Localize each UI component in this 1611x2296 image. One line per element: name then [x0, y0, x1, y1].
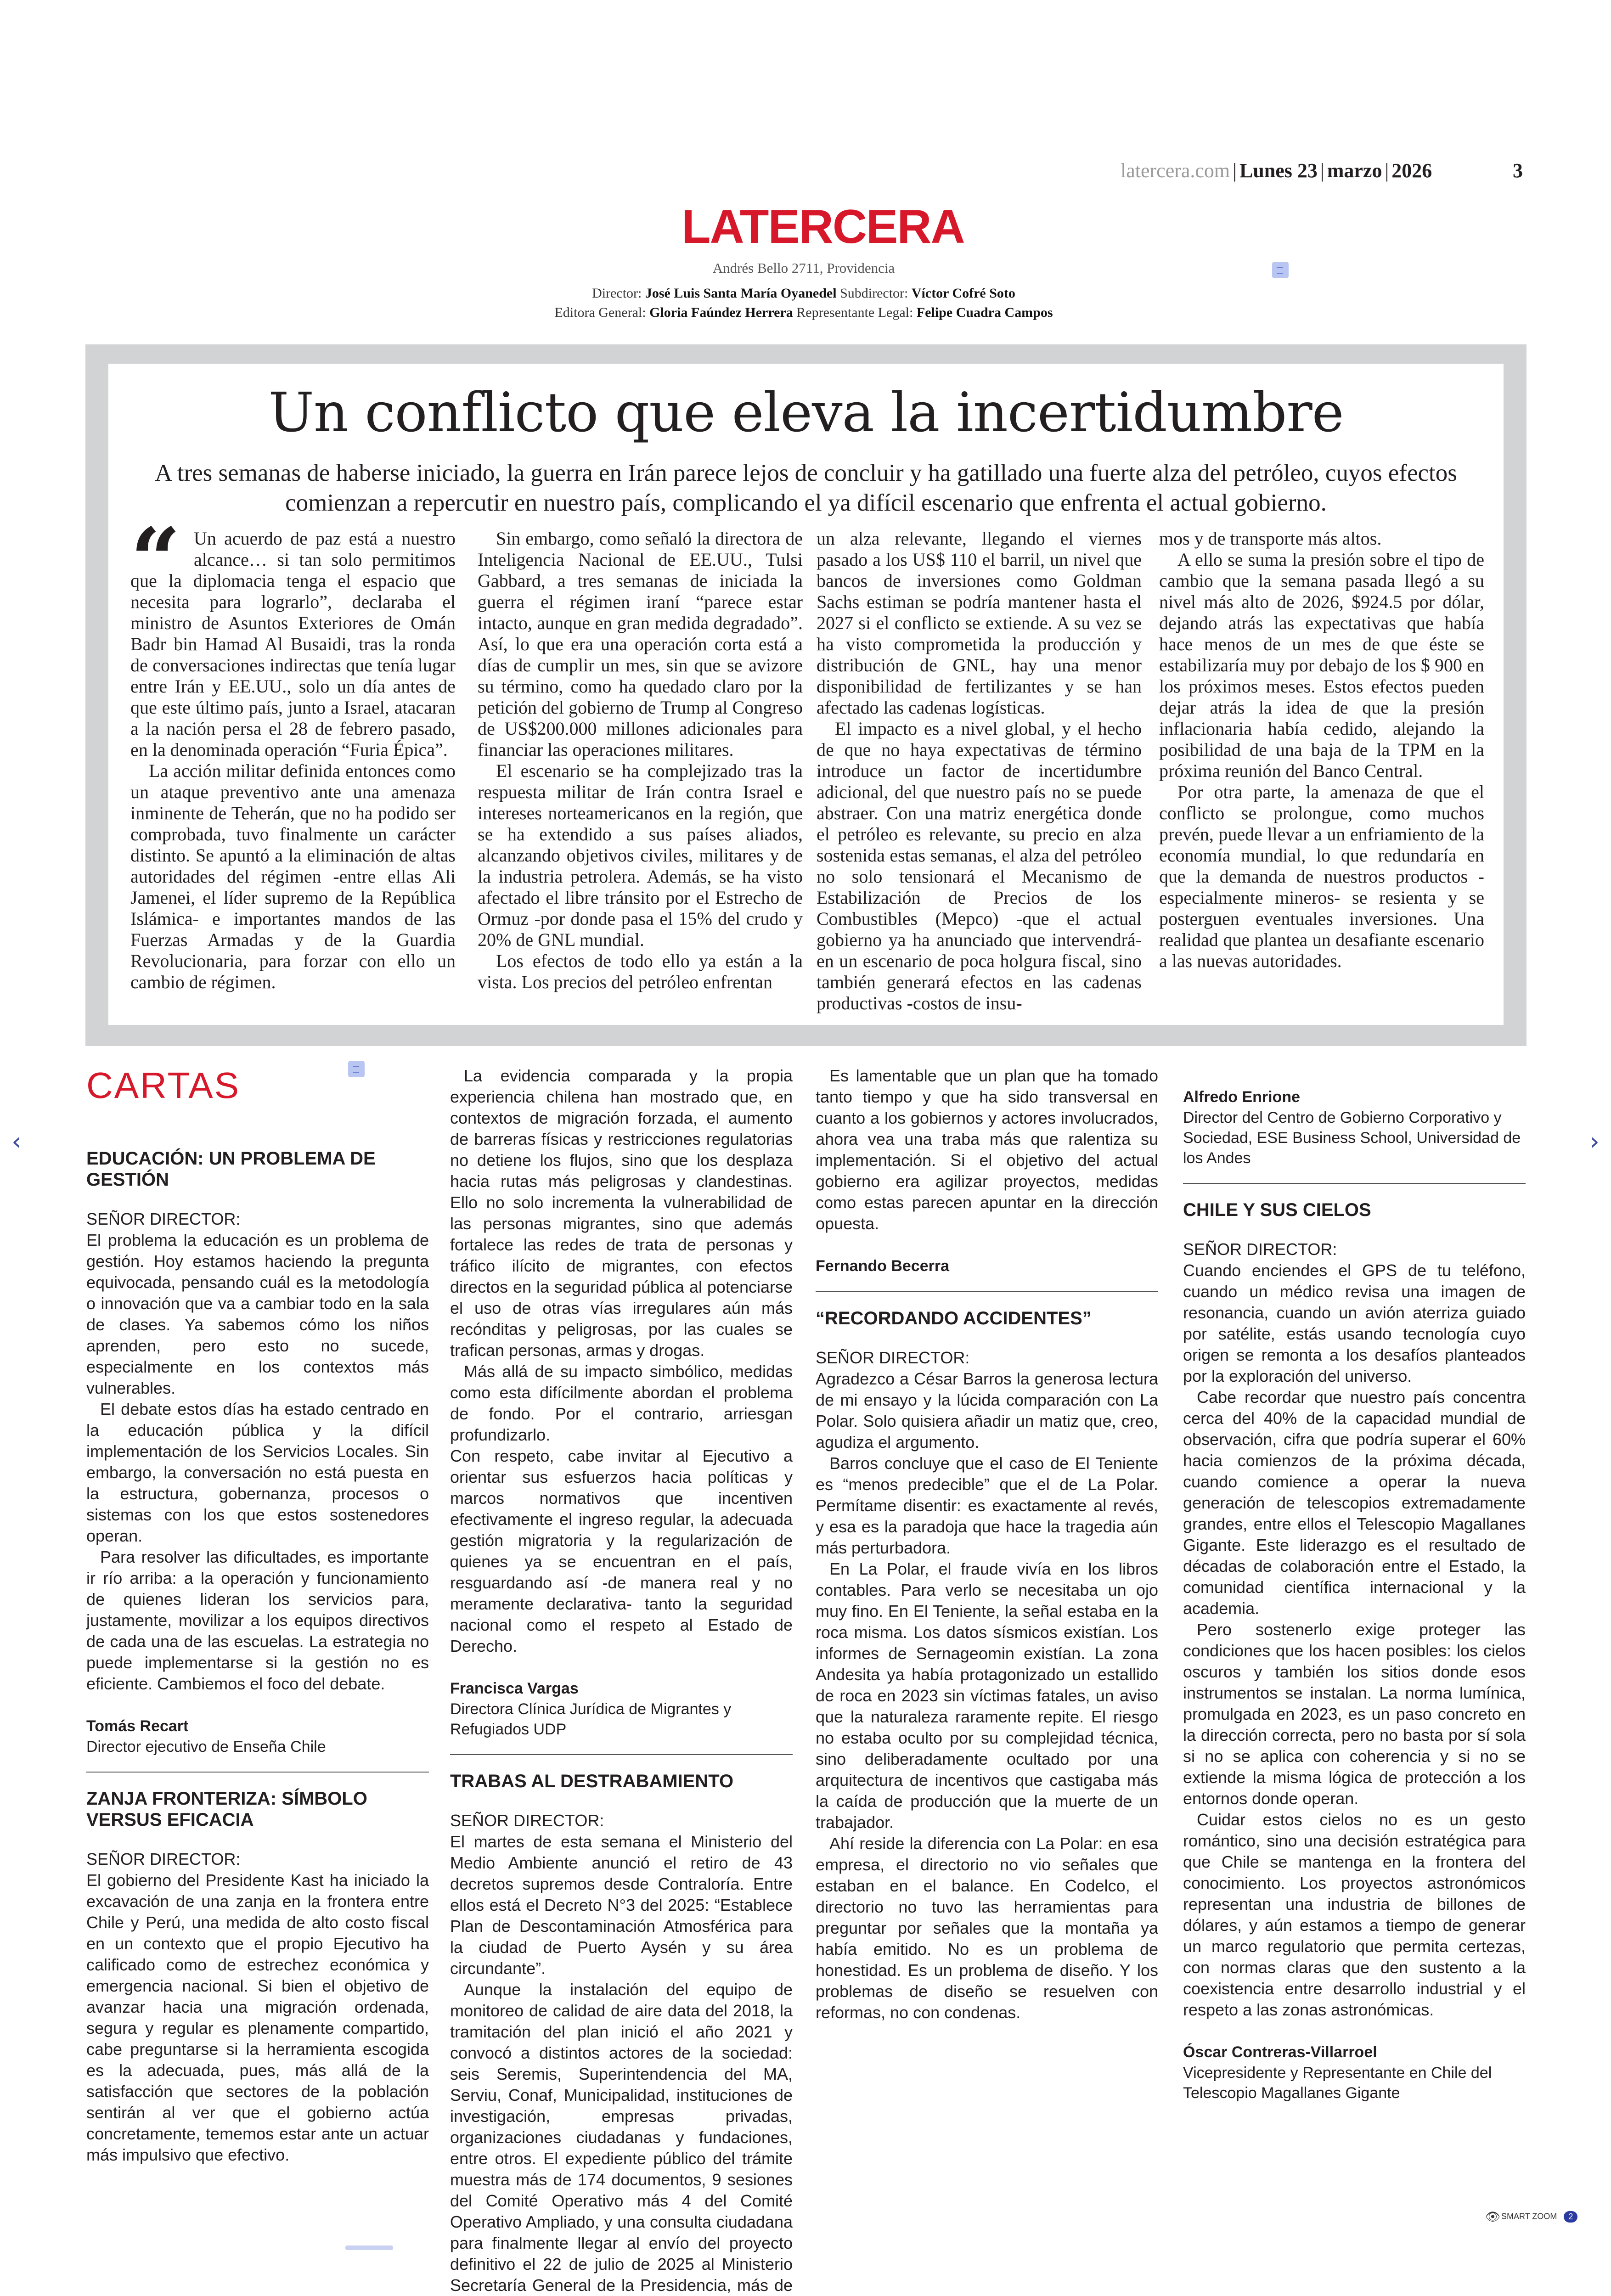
editorial-paragraph: Los efectos de todo ello ya están a la vista. Los precios del petróleo enfrentan — [478, 951, 803, 992]
letter-paragraph: La evidencia comparada y la propia experiencia chilena han mostrado que, en contextos de migración forzada, el aumento de barreras físicas y restricciones regulatorias no detiene los flujos, sino que los desplaza hacia rutas más peligrosas y clandestinas. Ello no solo incrementa la vulnerabilidad de las personas migrantes, sino que además fortalece las redes de trata de personas y tráfico ilícito de migrantes, con efectos directos en la seguridad pública al potenciarse el uso de otras vías irregulares aún más recónditas y peligrosas, por las cuales se trafican personas, armas y drogas. — [450, 1066, 793, 1360]
representante-name: Felipe Cuadra Campos — [916, 305, 1053, 320]
letter-signature: Fernando Becerra — [816, 1257, 949, 1275]
smart-zoom-control[interactable] — [1485, 2210, 1577, 2224]
letter-paragraph: Cabe recordar que nuestro país concentra cerca del 40% de la capacidad mundial de observación, cifra que podría superar el 60% hacia comienzos de la próxima década, cuando comience a operar la nueva generación de telescopios extremadamente grandes, entre ellos el Telescopio Magallanes Gigante. Este liderazgo es el resultado de décadas de colaboración entre el Estado, la comunidad científica internacional y la academia. — [1183, 1388, 1526, 1618]
editorial-column-3 — [817, 528, 1142, 1015]
letter-role: Directora Clínica Jurídica de Migrantes y Refugiados UDP — [450, 1700, 732, 1738]
letter-salute: SEÑOR DIRECTOR: — [816, 1348, 970, 1367]
folio-day: Lunes 23 — [1239, 159, 1318, 182]
letter-signature: Óscar Contreras-Villarroel — [1183, 2043, 1377, 2061]
letter-paragraph: Aunque la instalación del equipo de monitoreo de calidad de aire data del 2018, la tramitación del plan inició el año 2021 y convocó a distintos actores de la sociedad: seis Seremis, Superintendencia del MA, Serviu, Conaf, Municipalidad, instituciones de investigación, empresas privadas, organizaciones ciudadanas y fundaciones, entre otros. El expediente público del trámite muestra más de 174 documentos, 9 sesiones del Comité Operativo más 4 del Comité Operativo Ampliado, y una consulta ciudadana para finalmente llegar al envío del proyecto definitivo el 22 de julio de 2025 al Ministerio Secretaría General de la Presidencia, más de — [450, 1980, 793, 2295]
letter-divider — [816, 1291, 1158, 1292]
folio-month: marzo — [1327, 159, 1382, 182]
folio-year: 2026 — [1391, 159, 1432, 182]
site-url[interactable]: latercera.com — [1121, 159, 1230, 182]
cartas-column-3 — [816, 1065, 1158, 2023]
letter-headline: “RECORDANDO ACCIDENTES” — [816, 1308, 1092, 1328]
letter-paragraph: Barros concluye que el caso de El Teniente es “menos predecible” que el de La Polar. Permítame disentir: es exactamente al revés, y esa es la paradoja que hace la tragedia aún más perturbadora. — [816, 1454, 1158, 1557]
smart-zoom-badge: 2 — [1564, 2211, 1577, 2223]
letter-salute: SEÑOR DIRECTOR: — [86, 1850, 241, 1868]
letter-signature: Tomás Recart — [86, 1717, 189, 1735]
subdirector-label: Subdirector: — [840, 286, 908, 301]
editorial-column-2 — [478, 528, 803, 1015]
smart-zoom-label: SMART ZOOM — [1501, 2212, 1557, 2221]
letter-paragraph: El martes de esta semana el Ministerio del Medio Ambiente anunció el retiro de 43 decretos supremos desde Contraloría. Entre ellos está el Decreto N°3 del 2025: “Establece Plan de Descontaminación Atmosférica para la ciudad de Puerto Aysén y su área circundante”. — [450, 1832, 793, 1978]
cartas-section-title: CARTAS — [86, 1065, 241, 1106]
representante-label: Representante Legal: — [796, 305, 913, 320]
masthead-address: Andrés Bello 2711, Providencia — [712, 260, 895, 276]
letter-paragraph: Cuando enciendes el GPS de tu teléfono, cuando un médico revisa una imagen de resonancia, cuando un avión aterriza guiado por satélite, estás usando tecnología cuyo origen se remonta a los desafíos planteados por la exploración del universo. — [1183, 1261, 1526, 1385]
letter-paragraph: En La Polar, el fraude vivía en los libros contables. Para verlo se necesitaba un ojo muy fino. En El Teniente, la señal estaba en la roca misma. Los datos sísmicos existían. Los informes de Sernageomin existían. La zona Andesita ya había protagonizado un estallido de roca en 2023 sin víctimas fatales, un aviso que la naturaleza raramente repite. El riesgo no estaba oculto por su complejidad técnica, sino deliberadamente ocultado por una arquitectura de incentivos que castigaba más la caída de producción que la muerte de un trabajador. — [816, 1559, 1158, 1832]
editorial-title: Un conflicto que eleva la incertidumbre — [268, 381, 1344, 444]
masthead-line-1 — [413, 286, 1194, 301]
letter-role: Director del Centro de Gobierno Corporativo y Sociedad, ESE Business School, Universidad de los Andes — [1183, 1109, 1521, 1167]
editorial-paragraph: A ello se suma la presión sobre el tipo de cambio que la semana pasada llegó a su nivel más alto de 2026, $924.5 por dólar, dejando atrás las expectativas que había hace menos de un mes de que éste se estabilizaría muy por debajo de los $ 900 en los próximos meses. Estos efectos pueden dejar atrás la idea de que la presión inflacionaria había cedido, alejando la posibilidad de una baja de la TPM en la próxima reunión del Banco Central. — [1159, 549, 1484, 781]
letter-paragraph: Agradezco a César Barros la generosa lectura de mi ensayo y la lúcida comparación con La Polar. Solo quisiera añadir un matiz que, creo, agudiza el argumento. — [816, 1369, 1158, 1452]
letter-signature: Francisca Vargas — [450, 1680, 579, 1697]
letter-salute: SEÑOR DIRECTOR: — [86, 1210, 241, 1228]
editorial-paragraph: mos y de transporte más altos. — [1159, 528, 1382, 549]
letter-headline: TRABAS AL DESTRABAMIENTO — [450, 1771, 734, 1791]
editorial-paragraph: un alza relevante, llegando el viernes pasado a los US$ 110 el barril, un nivel que bancos de inversiones como Goldman Sachs estiman se podría mantener hasta el 2027 si el conflicto se extiende. A su vez se ha visto comprometida la producción y distribución de GNL, hay una menor disponibilidad de fertilizantes y se han afectado las cadenas logísticas. — [817, 528, 1142, 718]
letter-divider — [450, 1754, 793, 1755]
editorial-paragraph: La acción militar definida entonces como un ataque preventivo ante una amenaza inminente de Teherán, que no ha podido ser comprobada, tuvo finalmente un carácter distinto. Se apuntó a la eliminación de altas autoridades del régimen -entre ellas Ali Jamenei, el líder supremo de la República Islámica- e importantes mandos de las Fuerzas Armadas y de la Guardia Revolucionaria, para forzar con ello un cambio de régimen. — [130, 760, 456, 992]
subdirector-name: Víctor Cofré Soto — [911, 286, 1015, 301]
eye-icon: 👁 — [1485, 2210, 1501, 2223]
letter-paragraph: Es lamentable que un plan que ha tomado tanto tiempo y que ha sido transversal en cuanto a los gobiernos y actores involucrados, ahora vea una traba más que ralentiza su implementación. Si el objetivo del actual gobierno era agilizar proyectos, medidas como estas parecen apuntar en la dirección opuesta. — [816, 1066, 1158, 1233]
folio-line: latercera.com | Lunes 23 | marzo | 2026 — [1121, 159, 1432, 182]
editorial-paragraph: Un acuerdo de paz está a nuestro alcance… si tan solo permitimos que la diplomacia tenga el espacio que necesita para lograrlo”, declaraba el ministro de Asuntos Exteriores de Omán Badr bin Hamad Al Busaidi, tras la ronda de conversaciones indirectas que tenía lugar entre Irán y EE.UU., solo un día antes de que este último país, junto a Israel, atacaran a la nación persa el 28 de febrero pasado, en la denominada operación “Furia Épica”. — [130, 528, 456, 760]
letter-divider — [1183, 1183, 1526, 1184]
newspaper-logo: LATERCERA — [682, 200, 964, 253]
cartas-column-1 — [86, 1148, 429, 2166]
letter-headline: EDUCACIÓN: UN PROBLEMA DE GESTIÓN — [86, 1148, 376, 1190]
letter-paragraph: Cuidar estos cielos no es un gesto romántico, sino una decisión estratégica para que Chile se mantenga en la frontera del conocimiento. Los proyectos astronómicos representan una industria de billones de dólares, y aún estamos a tiempo de generar un marco regulatorio que permita certezas, con normas claras que den sustento a la coexistencia entre desarrollo industrial y el respeto a las zonas astronómicas. — [1183, 1810, 1526, 2019]
letter-headline: ZANJA FRONTERIZA: SÍMBOLO VERSUS EFICACIA — [86, 1789, 367, 1830]
editorial-paragraph: El escenario se ha complejizado tras la respuesta militar de Irán contra Israel e intereses norteamericanos en la región, que se ha extendido a sus países aliados, alcanzando objetivos civiles, militares y de la industria petrolera. Además, se ha visto afectado el libre tránsito por el Estrecho de Ormuz -por donde pasa el 15% del crudo y 20% de GNL mundial. — [478, 760, 803, 950]
director-label: Director: — [592, 286, 642, 301]
bookmark-icon[interactable] — [1272, 262, 1289, 278]
masthead-line-2 — [413, 305, 1194, 321]
editora-label: Editora General: — [554, 305, 646, 320]
letter-paragraph: El debate estos días ha estado centrado en la educación pública y la difícil implementación de los Servicios Locales. Sin embargo, la conversación no está puesta en la estructura, gobernanza, procesos o sistemas con los que estos sostenedores operan. — [86, 1400, 429, 1545]
letter-role: Director ejecutivo de Enseña Chile — [86, 1738, 326, 1756]
editorial-paragraph: Sin embargo, como señaló la directora de Inteligencia Nacional de EE.UU., Tulsi Gabbard, a tres semanas de iniciada la guerra el régimen iraní “parece estar intacto, aunque en gran medida degradado”. Así, lo que era una operación corta está a días de cumplir un mes, sin que se avizore su término, como ha quedado claro por la petición del gobierno de Trump al Congreso de US$200.000 millones adicionales para financiar las operaciones militares. — [478, 528, 803, 760]
page-number: 3 — [1513, 159, 1523, 182]
editorial-column-1 — [130, 528, 456, 1015]
letter-paragraph: Más allá de su impacto simbólico, medidas como esta difícilmente abordan el problema de fondo. Por el contrario, arriesgan profundizarlo. — [450, 1362, 793, 1444]
letter-salute: SEÑOR DIRECTOR: — [450, 1811, 604, 1830]
letter-divider — [86, 1772, 429, 1773]
cartas-column-2 — [450, 1065, 793, 2296]
editorial-paragraph: Por otra parte, la amenaza de que el conflicto se prolongue, como muchos prevén, puede llevar a un enfriamiento de la economía mundial, lo que redundaría en que la demanda de nuestros productos -especialmente mineros- se resienta y se posterguen eventuales inversiones. Una realidad que plantea un desafiante escenario a las nuevas autoridades. — [1159, 782, 1484, 971]
editorial-deck: A tres semanas de haberse iniciado, la guerra en Irán parece lejos de concluir y ha gatillado una fuerte alza del petróleo, cuyos efectos comienzan a repercutir en nuestro país, complicando el ya difícil escenario que enfrenta el actual gobierno. — [155, 460, 1457, 516]
next-page-arrow-icon[interactable]: › — [1589, 1127, 1600, 1156]
horizontal-scrollbar[interactable] — [345, 2245, 393, 2250]
editorial-paragraph: El impacto es a nivel global, y el hecho de que no haya expectativas de término introduce un factor de incertidumbre adicional, del que nuestro país no se puede abstraer. Con una matriz energética donde el petróleo es relevante, su precio en alza sostenida estas semanas, el alza del petróleo no solo tensionará el Mecanismo de Estabilización de Precios de los Combustibles (Mepco) -que el actual gobierno ya ha anunciado que intervendrá- en un escenario de poca holgura fiscal, sino también generará efectos en las cadenas productivas -costos de insu- — [817, 718, 1142, 1013]
editora-name: Gloria Faúndez Herrera — [649, 305, 793, 320]
letter-signature: Alfredo Enrione — [1183, 1088, 1301, 1106]
editorial-column-4 — [1159, 528, 1484, 1015]
bookmark-icon[interactable] — [348, 1061, 365, 1077]
letter-paragraph: El problema la educación es un problema de gestión. Hoy estamos haciendo la pregunta equivocada, pensando cuál es la metodología o innovación que va a cambiar todo en la sala de clases. Ya sabemos cómo los niños aprenden, pero esto no sucede, especialmente en los contextos más vulnerables. — [86, 1231, 429, 1397]
letter-paragraph: Pero sostenerlo exige proteger las condiciones que los hacen posibles: los cielos oscuros y también los sitios donde esos instrumentos se instalan. La norma lumínica, promulgada en 2023, es un paso concreto en la dirección correcta, pero no basta por sí sola si no se aplica con coherencia y si no se extiende la misma lógica de protección a los entornos donde operan. — [1183, 1620, 1526, 1808]
letter-salute: SEÑOR DIRECTOR: — [1183, 1240, 1337, 1259]
letter-paragraph: El gobierno del Presidente Kast ha iniciado la excavación de una zanja en la frontera entre Chile y Perú, una medida de alto costo fiscal en un contexto que el propio Ejecutivo ha calificado como de estrechez económica y emergencia nacional. Si bien el objetivo de avanzar hacia una migración ordenada, segura y regular es plenamente compartido, cabe preguntarse si la herramienta escogida es la adecuada, pues, más allá de la satisfacción que sectores de la población sentirán al ver que el gobierno actúa concretamente, tememos estar ante un actuar más impulsivo que efectivo. — [86, 1871, 429, 2164]
director-name: José Luis Santa María Oyanedel — [645, 286, 837, 301]
cartas-column-4 — [1183, 1065, 1526, 2103]
quote-mark-icon: “ — [130, 509, 181, 611]
letter-paragraph: Ahí reside la diferencia con La Polar: en esa empresa, el directorio no vio señales que estaban en el balance. En Codelco, el directorio no tuvo las herramientas para preguntar por señales que la montaña ya había emitido. No es un problema de honestidad. Es un problema de diseño. Y los problemas de diseño se resuelven con reformas, no con condenas. — [816, 1834, 1158, 2022]
letter-paragraph: Con respeto, cabe invitar al Ejecutivo a orientar sus esfuerzos hacia políticas y marcos normativos que incentiven efectivamente el ingreso regular, la adecuada gestión migratoria y la regularización de quienes ya se encuentran en el país, resguardando así -de manera real y no meramente declarativa- tanto la seguridad nacional como el respeto al Estado de Derecho. — [450, 1446, 793, 1655]
letter-headline: CHILE Y SUS CIELOS — [1183, 1200, 1371, 1220]
letter-paragraph: Para resolver las dificultades, es importante ir río arriba: a la operación y funcionamiento de quienes lideran los servicios para, justamente, movilizar a los equipos directivos de cada una de las escuelas. La estrategia no puede implementarse si la gestión no es eficiente. Cambiemos el foco del debate. — [86, 1548, 429, 1693]
previous-page-arrow-icon[interactable]: ‹ — [11, 1127, 22, 1156]
letter-role: Vicepresidente y Representante en Chile del Telescopio Magallanes Gigante — [1183, 2064, 1492, 2102]
